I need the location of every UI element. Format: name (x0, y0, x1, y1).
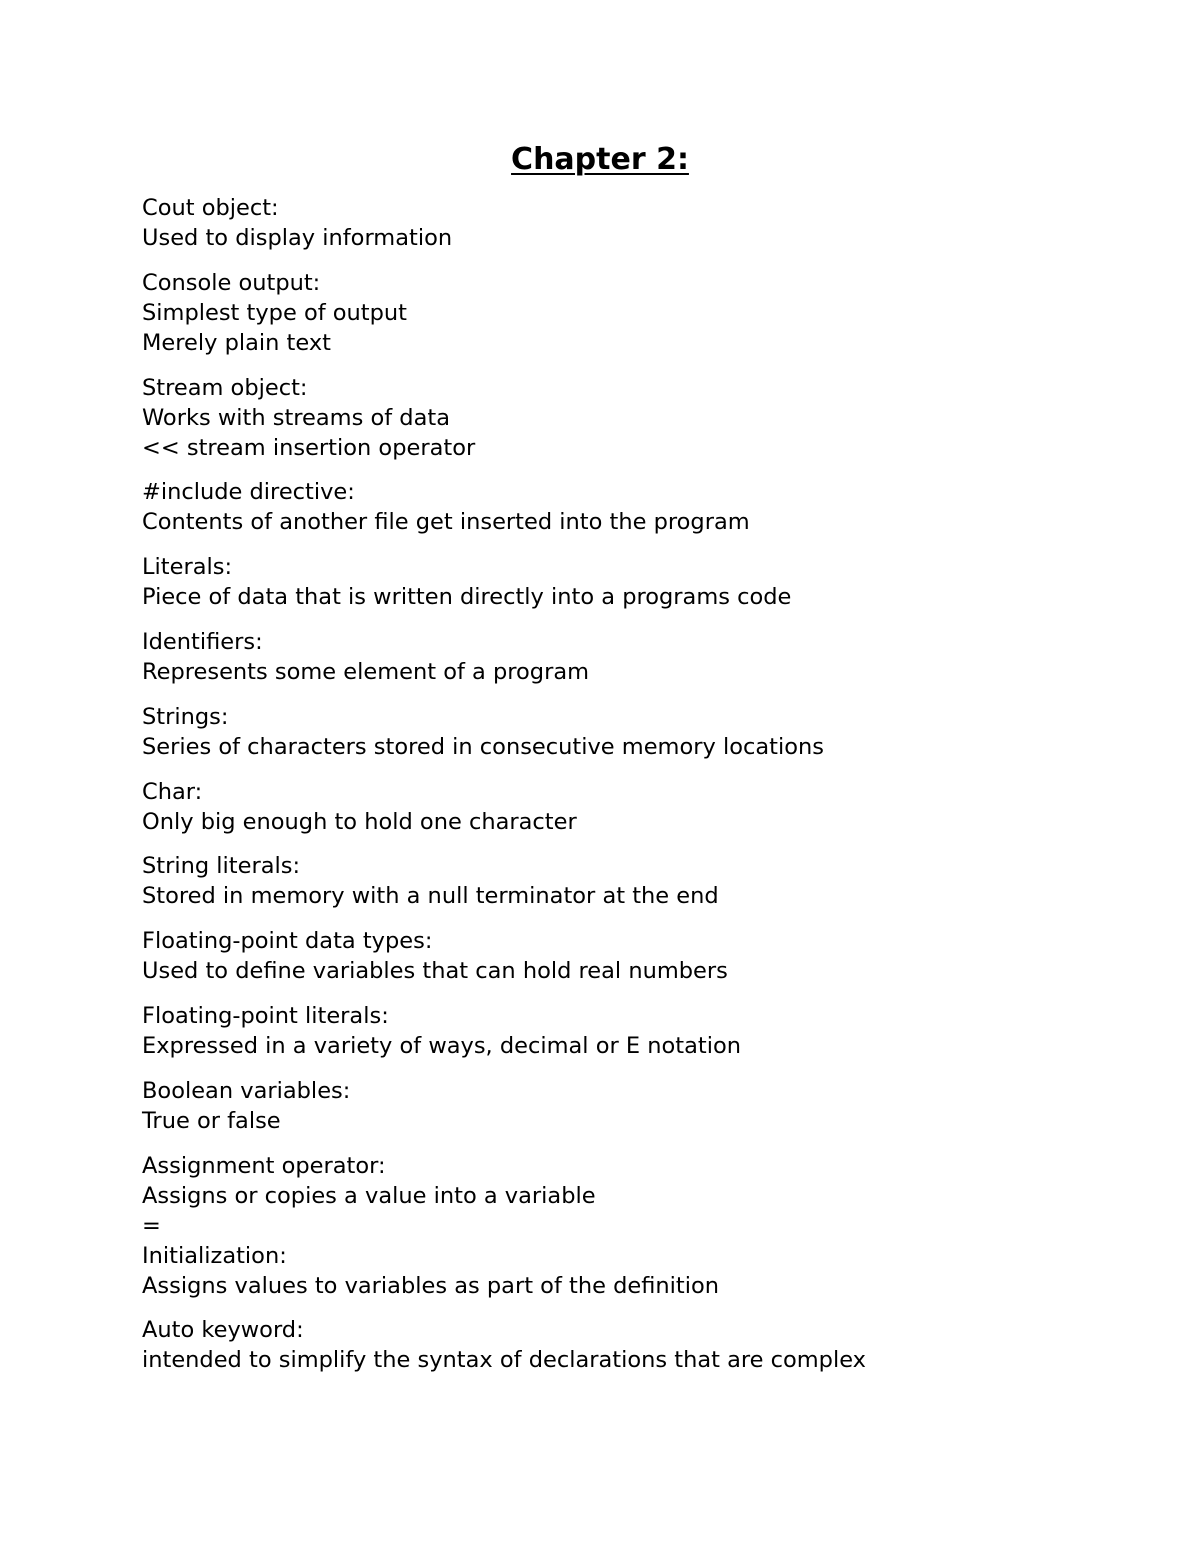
note-line: Expressed in a variety of ways, decimal or E notation (142, 1032, 741, 1059)
note-include-directive (142, 477, 1142, 537)
note-identifiers (142, 627, 1142, 687)
note-line: Series of characters stored in consecutive memory locations (142, 733, 824, 760)
note-strings (142, 702, 1142, 762)
note-heading: Char: (142, 778, 203, 805)
page-title-text: Chapter 2: (511, 142, 689, 177)
note-heading: Cout object: (142, 195, 279, 221)
note-line: Contents of another file get inserted into the program (142, 509, 750, 536)
note-initialization (142, 1241, 1142, 1301)
note-heading: Literals: (142, 554, 233, 581)
note-assignment-operator (142, 1151, 1142, 1241)
note-heading: Floating-point data types: (142, 928, 433, 955)
note-line: Piece of data that is written directly into a programs code (142, 584, 792, 611)
note-line: Simplest type of output (142, 299, 407, 326)
notes-body (142, 193, 1142, 1390)
note-line: Used to display information (142, 225, 453, 251)
note-console-output (142, 268, 1142, 358)
note-floating-point-data-types (142, 926, 1142, 986)
note-boolean-variables (142, 1076, 1142, 1136)
note-line: Works with streams of data (142, 404, 450, 431)
note-heading: Identifiers: (142, 628, 263, 655)
note-heading: Boolean variables: (142, 1077, 351, 1104)
note-line: intended to simplify the syntax of declarations that are complex (142, 1347, 866, 1374)
note-line: Used to define variables that can hold real numbers (142, 958, 728, 985)
note-line: << stream insertion operator (142, 434, 476, 461)
note-line: Stored in memory with a null terminator at the end (142, 883, 719, 910)
note-heading: Strings: (142, 703, 229, 730)
page-title (0, 140, 1200, 180)
note-line: Merely plain text (142, 329, 331, 356)
note-line: Assigns or copies a value into a variable (142, 1182, 596, 1209)
note-heading: Floating-point literals: (142, 1002, 389, 1029)
note-line: Represents some element of a program (142, 658, 590, 685)
note-line: True or false (142, 1107, 281, 1134)
note-heading: Assignment operator: (142, 1152, 386, 1179)
note-heading: #include directive: (142, 479, 355, 506)
note-cout-object (142, 193, 1142, 253)
note-line: Only big enough to hold one character (142, 808, 577, 835)
note-line: Assigns values to variables as part of the definition (142, 1272, 720, 1299)
note-stream-object (142, 373, 1142, 463)
note-heading: Initialization: (142, 1242, 287, 1269)
note-heading: String literals: (142, 853, 301, 880)
note-heading: Auto keyword: (142, 1317, 304, 1344)
note-heading: Stream object: (142, 374, 308, 401)
note-literals (142, 552, 1142, 612)
note-line: = (142, 1212, 161, 1239)
note-floating-point-literals (142, 1001, 1142, 1061)
note-heading: Console output: (142, 269, 321, 296)
note-auto-keyword (142, 1315, 1142, 1375)
note-string-literals (142, 851, 1142, 911)
note-char (142, 777, 1142, 837)
